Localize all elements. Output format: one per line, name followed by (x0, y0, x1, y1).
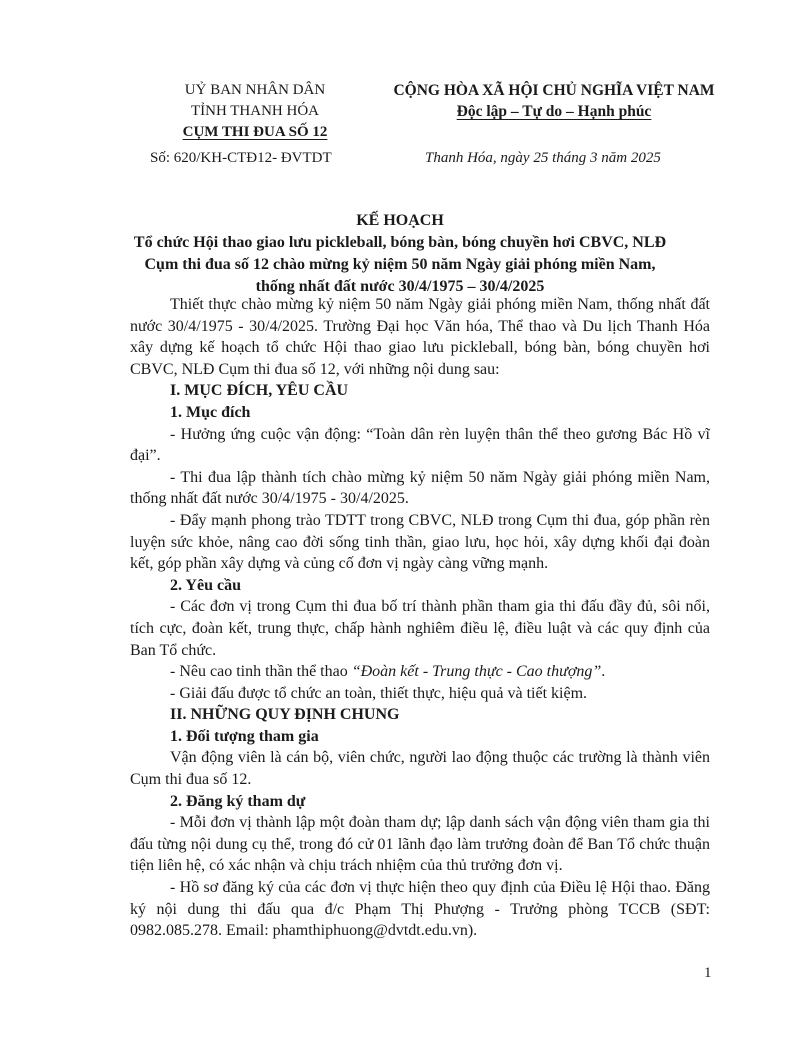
intro-paragraph: Thiết thực chào mừng kỷ niệm 50 năm Ngày giải phóng miền Nam, thống nhất đất nước 30/4/1975 - 30/4/2025. Trường Đại học Văn hóa, Thể thao và Du lịch Thanh Hóa xây dựng kế hoạch tổ chức Hội thao giao lưu pickleball, bóng bàn, bóng chuyền hơi CBVC, NLĐ Cụm thi đua số 12, với những nội dung sau: (130, 296, 710, 378)
registration-item-2: - Hồ sơ đăng ký của các đơn vị thực hiện theo quy định của Điều lệ Hội thao. Đăng ký nội dung thi đấu qua đ/c Phạm Thị Phượng - Trưởng phòng TCCB (SĐT: 0982.085.278. Email: phamthiphuong@dvtdt.edu.vn). (130, 879, 710, 940)
section-heading-1: I. MỤC ĐÍCH, YÊU CẦU (170, 382, 349, 400)
title-line-3: Cụm thi đua số 12 chào mừng kỷ niệm 50 năm Ngày giải phóng miền Nam, (144, 256, 656, 273)
requirement-item-2 (130, 661, 710, 683)
national-heading (368, 80, 740, 122)
document-title (130, 210, 670, 298)
national-motto: Độc lập – Tự do – Hạnh phúc (456, 103, 652, 120)
subsection-heading-requirements: 2. Yêu cầu (170, 576, 241, 594)
document-date: Thanh Hóa, ngày 25 tháng 3 năm 2025 (425, 150, 661, 166)
page-number: 1 (704, 965, 712, 981)
requirement-item-1: - Các đơn vị trong Cụm thi đua bố trí thành phần tham gia thi đấu đầy đủ, sôi nổi, tích cực, đoàn kết, trung thực, chấp hành nghiêm điều lệ, điều luật và các quy định của Ban Tổ chức. (130, 598, 710, 659)
purpose-item-1: - Hưởng ứng cuộc vận động: “Toàn dân rèn luyện thân thể theo gương Bác Hồ vĩ đại”. (130, 425, 710, 465)
requirement-item-2-text: - Nêu cao tinh thần thể thao (170, 663, 352, 681)
title-line-4: thống nhất đất nước 30/4/1975 – 30/4/2025 (255, 278, 545, 295)
section-heading-2: II. NHỮNG QUY ĐỊNH CHUNG (170, 706, 400, 724)
subsection-heading-purpose: 1. Mục đích (170, 403, 251, 421)
requirement-item-2-end: . (601, 663, 606, 681)
registration-item-1: - Mỗi đơn vị thành lập một đoàn tham dự; lập danh sách vận động viên tham gia thi đấu từng nội dung cụ thể, trong đó cử 01 lãnh đạo làm trưởng đoàn để Ban Tổ chức thuận tiện liên hệ, có xác nhận và chịu trách nhiệm của thủ trưởng đơn vị. (130, 814, 710, 875)
issuing-organization (140, 80, 370, 143)
title-line-1: KẾ HOẠCH (356, 212, 444, 229)
org-line-2: TỈNH THANH HÓA (190, 103, 320, 119)
requirement-item-3: - Giải đấu được tổ chức an toàn, thiết thực, hiệu quả và tiết kiệm. (170, 684, 588, 702)
purpose-item-2: - Thi đua lập thành tích chào mừng kỷ niệm 50 năm Ngày giải phóng miền Nam, thống nhất đất nước 30/4/1975 - 30/4/2025. (130, 468, 710, 508)
subsection-heading-participants: 1. Đối tượng tham gia (170, 727, 319, 745)
org-line-1: UỶ BAN NHÂN DÂN (184, 82, 326, 98)
title-line-2: Tổ chức Hội thao giao lưu pickleball, bóng bàn, bóng chuyền hơi CBVC, NLĐ (133, 234, 667, 251)
org-line-3: CỤM THI ĐUA SỐ 12 (182, 124, 328, 140)
sports-spirit-quote: “Đoàn kết - Trung thực - Cao thượng” (351, 663, 602, 681)
subsection-heading-registration: 2. Đăng ký tham dự (170, 792, 306, 810)
document-body (130, 294, 710, 942)
participants-paragraph: Vận động viên là cán bộ, viên chức, người lao động thuộc các trường là thành viên Cụm thi đua số 12. (130, 749, 710, 789)
document-number: Số: 620/KH-CTĐ12- ĐVTDT (150, 150, 332, 166)
purpose-item-3: - Đẩy mạnh phong trào TDTT trong CBVC, NLĐ trong Cụm thi đua, góp phần rèn luyện sức khỏe, nâng cao đời sống tinh thần, giao lưu, học hỏi, xây dựng khối đại đoàn kết, góp phần xây dựng và củng cố đơn vị ngày càng vững mạnh. (130, 511, 710, 573)
country-name: CỘNG HÒA XÃ HỘI CHỦ NGHĨA VIỆT NAM (393, 82, 715, 99)
